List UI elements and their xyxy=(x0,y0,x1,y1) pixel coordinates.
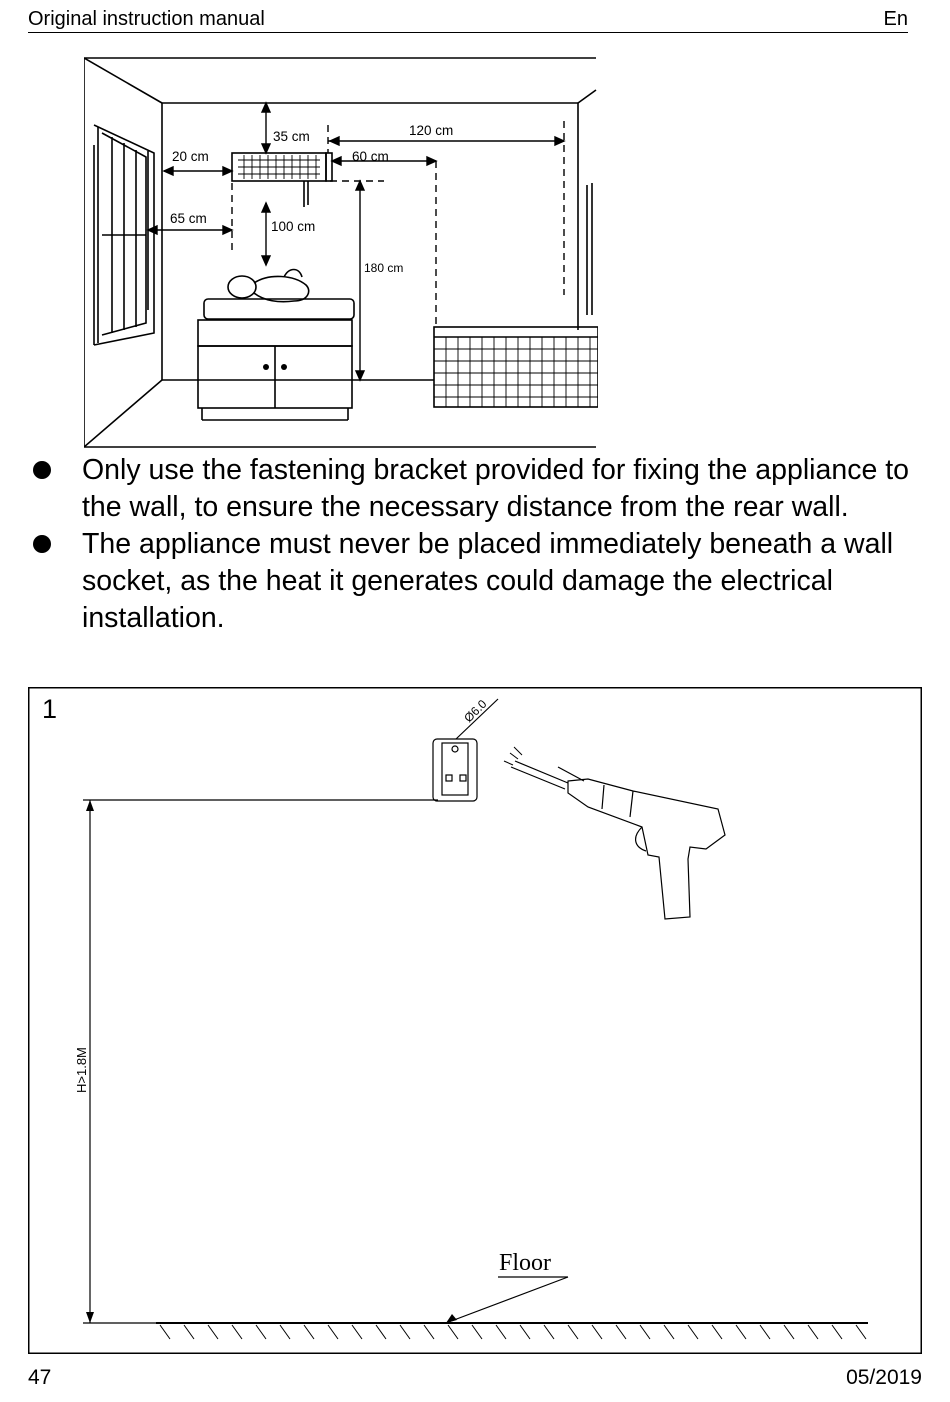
bullet-icon xyxy=(33,461,51,479)
figure-number: 1 xyxy=(42,694,58,724)
distance-35cm: 35 cm xyxy=(273,129,310,144)
instruction-text: The appliance must never be placed immediately beneath a wall socket, as the heat it generates could damage the electrical installation. xyxy=(82,528,894,634)
instruction-list xyxy=(30,452,920,637)
floor-label: Floor xyxy=(499,1250,552,1276)
distance-60cm: 60 cm xyxy=(352,149,389,164)
instruction-item xyxy=(30,526,920,637)
language-code: En xyxy=(883,8,908,30)
instruction-item xyxy=(30,452,920,526)
distance-20cm: 20 cm xyxy=(172,149,209,164)
mounting-height-diagram xyxy=(28,687,922,1355)
instruction-text: Only use the fastening bracket provided for fixing the appliance to the wall, to ensure the necessary distance from the rear wall. xyxy=(82,454,910,523)
document-date: 05/2019 xyxy=(846,1366,922,1389)
distance-100cm: 100 cm xyxy=(271,219,316,234)
distance-180cm: 180 cm xyxy=(364,261,404,275)
manual-title: Original instruction manual xyxy=(28,8,265,30)
safety-distance-diagram xyxy=(84,55,598,451)
height-label: H>1.8M xyxy=(74,1047,89,1093)
page-header xyxy=(28,8,908,33)
bullet-icon xyxy=(33,535,51,553)
distance-120cm: 120 cm xyxy=(409,123,454,138)
page-number: 47 xyxy=(28,1366,52,1389)
distance-65cm: 65 cm xyxy=(170,211,207,226)
drill-diameter-label: Ø6.0 xyxy=(461,696,490,726)
